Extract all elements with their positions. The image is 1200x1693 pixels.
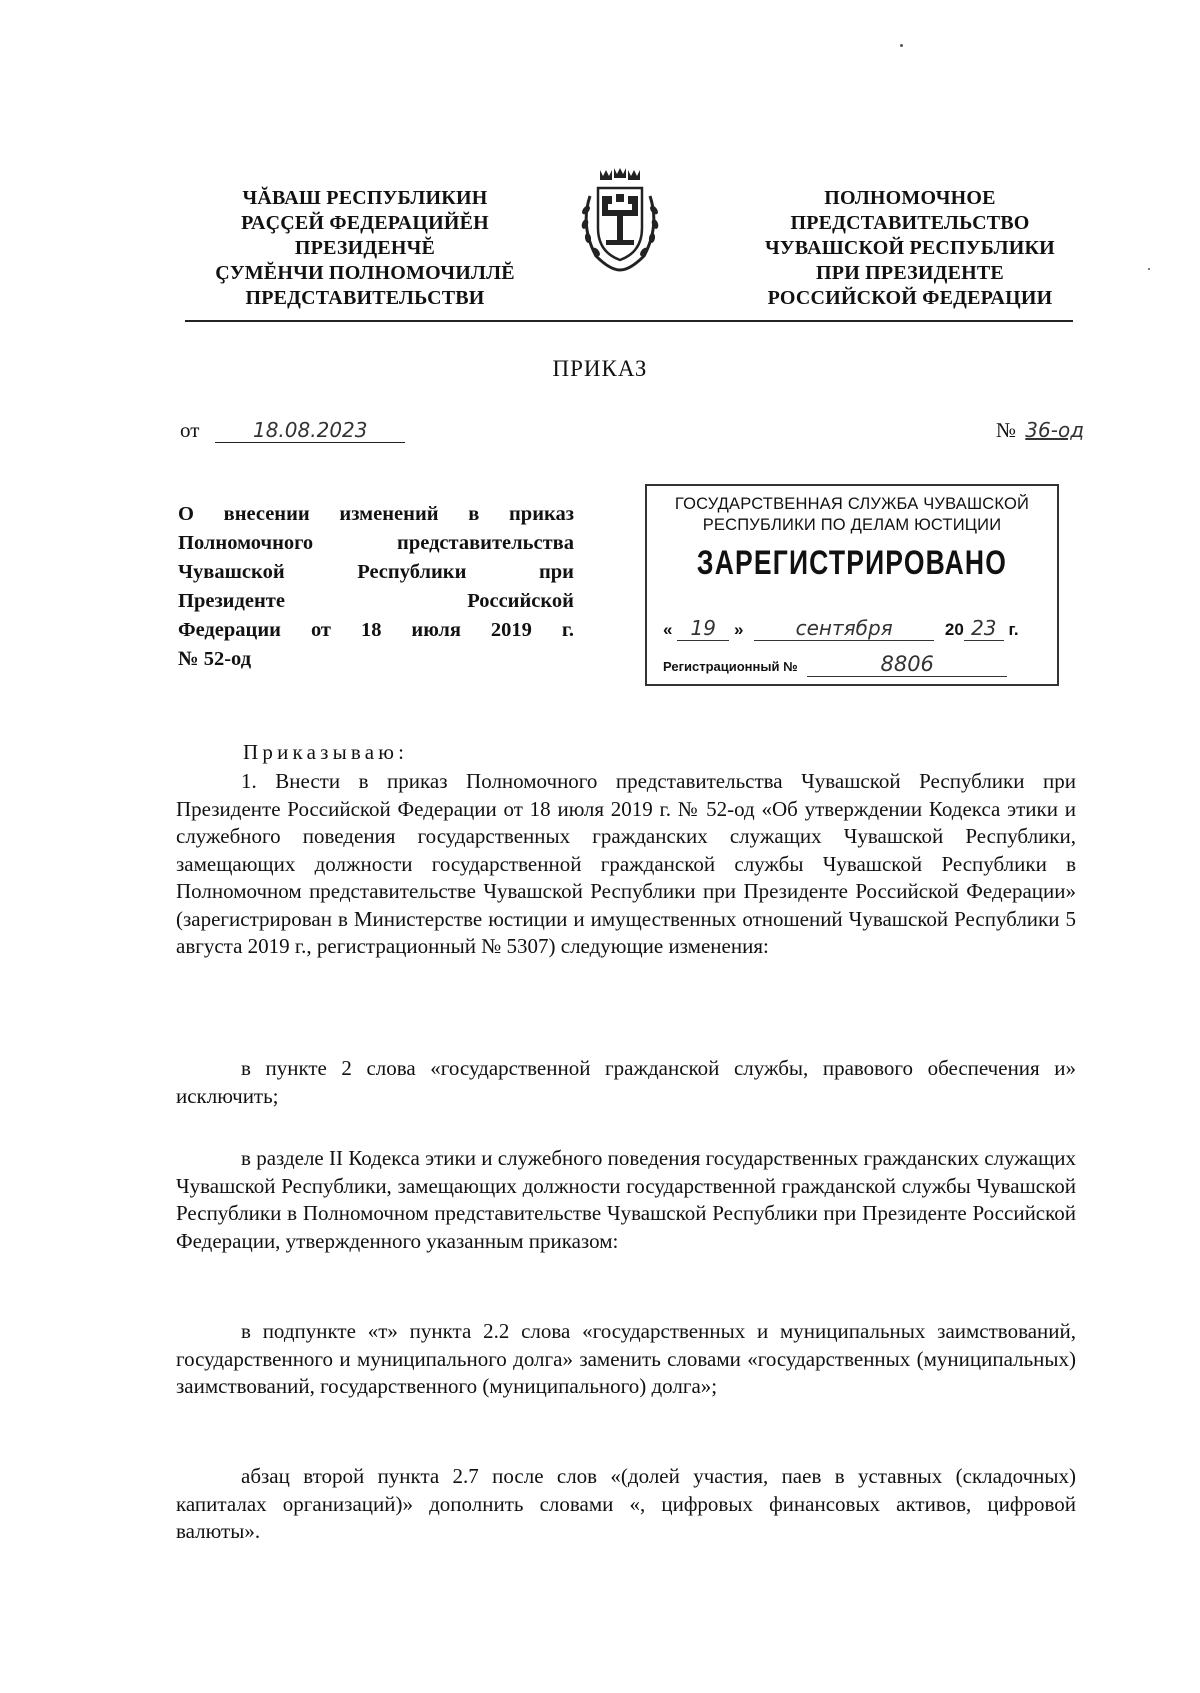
- chuvash-coat-of-arms-icon: [576, 166, 664, 274]
- body-paragraph-2: [176, 1055, 1076, 1110]
- stamp-quote-close: »: [733, 620, 744, 639]
- stamp-agency: [647, 494, 1057, 536]
- order-date: [180, 418, 405, 443]
- header-right-russian: [745, 186, 1075, 311]
- stamp-day: 19: [677, 616, 729, 641]
- header-left-line: ПРЕДСТАВИТЕЛЬСТВИ: [245, 287, 485, 309]
- scan-speck: [900, 44, 903, 47]
- order-number: [996, 418, 1084, 443]
- body-paragraph-1: [176, 768, 1076, 961]
- header-left-chuvash: [200, 186, 530, 311]
- stamp-quote-open: «: [663, 620, 673, 639]
- header-right-line: РОССИЙСКОЙ ФЕДЕРАЦИИ: [767, 287, 1053, 309]
- subject-line: Полномочного представительства: [178, 532, 574, 554]
- body-paragraph-3: [176, 1145, 1076, 1255]
- body-paragraph-5: [176, 1463, 1076, 1546]
- header-right-line: ПРИ ПРЕЗИДЕНТЕ: [816, 262, 1004, 284]
- paragraph-text: в подпункте «т» пункта 2.2 слова «государственных и муниципальных заимствований, государственного и муниципального долга» заменить словами «государственных (муниципальных) заимствований, государственного (муниципального) долга»;: [176, 1319, 1076, 1398]
- header-left-line: РАҪҪЕЙ ФЕДЕРАЦИЙĔН: [241, 212, 489, 234]
- stamp-agency-line: ГОСУДАРСТВЕННАЯ СЛУЖБА ЧУВАШСКОЙ: [674, 495, 1030, 513]
- stamp-reg-label: Регистрационный №: [663, 659, 798, 674]
- header-left-line: ҪУМĔНЧИ ПОЛНОМОЧИЛЛĔ: [215, 262, 515, 284]
- subject-line: Президенте Российской: [178, 590, 574, 612]
- body-paragraph-4: [176, 1318, 1076, 1401]
- number-label: №: [996, 418, 1017, 442]
- paragraph-text: 1. Внести в приказ Полномочного представительства Чувашской Республики при Президенте Российской Федерации от 18 июля 2019 г. № 52-од «Об утверждении Кодекса этики и служебного поведения государственных гражданских служащих Чувашской Республики, замещающих должности государственной гражданской службы Чувашской Республики в Полномочном представительстве Чувашской Республики при Президенте Российской Федерации» (зарегистрирован в Министерстве юстиции и имущественных отношений Чувашской Республики 5 августа 2019 г., регистрационный № 5307) следующие изменения:: [176, 769, 1076, 958]
- header-right-line: ЧУВАШСКОЙ РЕСПУБЛИКИ: [765, 237, 1055, 259]
- paragraph-text: в пункте 2 слова «государственной гражданской службы, правового обеспечения и» исключить;: [176, 1056, 1076, 1108]
- stamp-year-prefix: 20: [944, 620, 964, 639]
- paragraph-text: в разделе II Кодекса этики и служебного поведения государственных гражданских служащих Чувашской Республики, замещающих должности государственной гражданской службы Чувашской Республики в Полномочном представительстве Чувашской Республики при Президенте Российской Федерации, утвержденного указанным приказом:: [176, 1146, 1076, 1253]
- stamp-date: [663, 616, 1043, 641]
- stamp-year-suffix: 23: [964, 616, 1004, 641]
- subject-line: № 52-од: [178, 648, 252, 670]
- number-value: 36-од: [1025, 418, 1085, 442]
- header-divider: [185, 320, 1073, 322]
- header-right-line: ПРЕДСТАВИТЕЛЬСТВО: [790, 212, 1030, 234]
- paragraph-text: абзац второй пункта 2.7 после слов «(долей участия, паев в уставных (складочных) капиталах организаций)» дополнить словами «, цифровых финансовых активов, цифровой валюты».: [176, 1464, 1076, 1543]
- document-title: ПРИКАЗ: [552, 356, 648, 381]
- subject-line: Чувашской Республики при: [178, 561, 574, 583]
- header-right-line: ПОЛНОМОЧНОЕ: [824, 187, 996, 209]
- stamp-year-unit: г.: [1008, 620, 1019, 639]
- order-subject: [178, 500, 574, 674]
- date-value: 18.08.2023: [215, 418, 405, 443]
- stamp-agency-line: РЕСПУБЛИКИ ПО ДЕЛАМ ЮСТИЦИИ: [702, 516, 1002, 534]
- subject-line: Федерации от 18 июля 2019 г.: [178, 619, 574, 641]
- scan-speck: [1148, 268, 1150, 270]
- subject-line: О внесении изменений в приказ: [178, 503, 574, 525]
- order-operative-word: Приказываю:: [243, 740, 409, 764]
- stamp-registration: [663, 652, 1043, 677]
- date-label: от: [180, 418, 200, 442]
- header-left-line: ПРЕЗИДЕНЧĔ: [294, 237, 436, 259]
- stamp-month: сентября: [754, 616, 934, 641]
- header-left-line: ЧĂВАШ РЕСПУБЛИКИН: [242, 187, 488, 209]
- registration-stamp: [645, 484, 1059, 686]
- stamp-status: ЗАРЕГИСТРИРОВАНО: [696, 544, 1008, 582]
- stamp-reg-number: 8806: [807, 652, 1007, 677]
